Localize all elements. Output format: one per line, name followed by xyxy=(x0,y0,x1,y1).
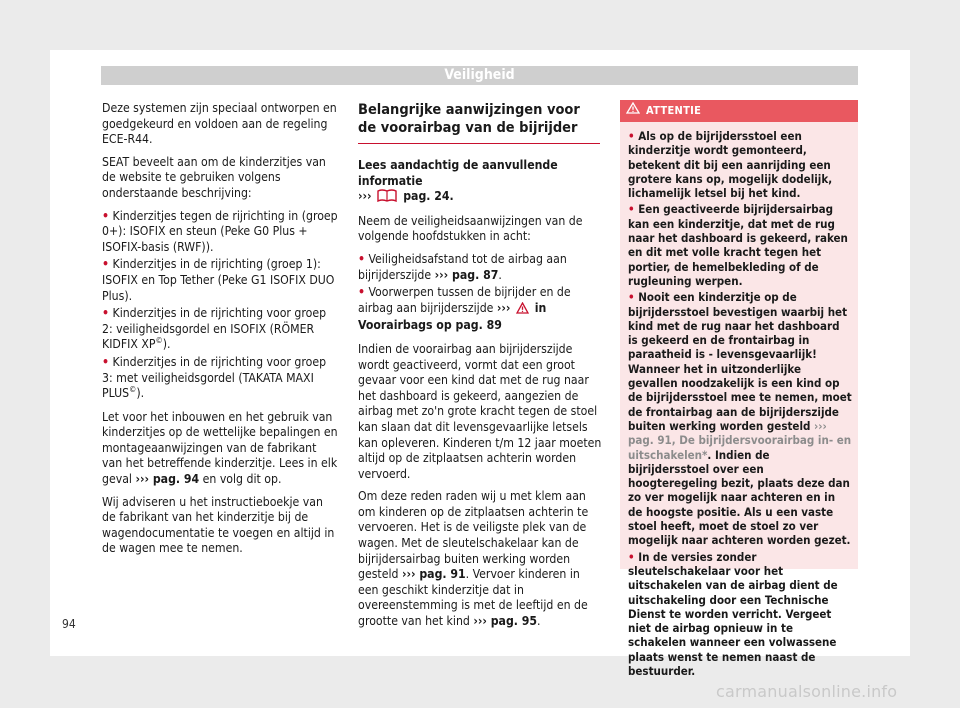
list-item: • In de versies zonder sleutelschakelaar voor het uitschakelen van de airbag dient de uitschakeling door een Technische Dienst te worden verricht. Vergeet niet de airbag opnieuw in te schakelen wanneer een volwassene plaats wenst te nemen naast de bestuurder. xyxy=(628,549,838,678)
list-item: • Kinderzitjes in de rijrichting voor groep 2: veiligheidsgordel en ISOFIX (RÖMER KIDFIX XP©). xyxy=(102,306,327,352)
list-item: • Voorwerpen tussen de bijrijder en de airbag aan bijrijderszijde ››› in Voorairbags op pag. 89 xyxy=(358,285,571,333)
warning-body xyxy=(620,122,858,678)
list-item: • Kinderzitjes in de rijrichting (groep 1): ISOFIX en Top Tether (Peke G1 ISOFIX DUO Plus). xyxy=(102,257,335,303)
list-item: • Nooit een kinderzitje op de bijrijdersstoel bevestigen waarbij het kind met de rug naar het dashboard is gekeerd en de frontairbag in paraatheid is - levensgevaarlijk! Wanneer het in uitzonderlijke gevallen noodzakelijk is een kind op de bijrijdersstoel mee te nemen, moet de frontairbag aan de bijrijderszijde buiten werking worden gesteld ››› pag. 91, De bijrijdersvoorairbag in- en uitschakelen*. Indien de bijrijdersstoel over een hoogteregeling bezit, plaats deze dan zo ver mogelijk naar achteren en in de hoogste positie. Als u een vaste stoel heeft, moet de stoel zo ver mogelijk naar achteren worden gezet. xyxy=(628,290,852,548)
bullet-icon: • xyxy=(102,257,110,272)
list-item: • Een geactiveerde bijrijdersairbag kan een kinderzitje, dat met de rug naar het dashboard is gekeerd, raken en dit met volle kracht tegen het portier, de hemelbekleding of de rugleuning werpen. xyxy=(628,202,848,288)
page-reference-link[interactable]: ››› pag. 87 xyxy=(434,267,499,282)
bullet-icon: • xyxy=(628,549,635,564)
bullet-icon: • xyxy=(102,306,110,321)
section-header: Veiligheid xyxy=(101,66,858,85)
page-reference-link[interactable]: ››› pag. 94 xyxy=(135,472,200,487)
bullet-icon: • xyxy=(358,251,366,266)
page-reference-link[interactable]: ››› pag. 95 xyxy=(473,614,538,629)
left-column xyxy=(102,101,338,564)
warning-label: ATTENTIE xyxy=(646,104,702,117)
section-title: Belangrijke aanwijzingen voor de voorairbag van de bijrijder xyxy=(358,102,580,136)
warning-header xyxy=(620,100,858,122)
bullet-icon: • xyxy=(102,208,110,223)
paragraph: Neem de veiligheidsaanwijzingen van de volgende hoofdstukken in acht: xyxy=(358,213,583,244)
warning-box xyxy=(620,100,858,678)
list-item: • Als op de bijrijdersstoel een kinderzitje wordt gemonteerd, betekent dit bij een aanrijding een grotere kans op, mogelijk dodelijk, lichamelijk letsel bij het kind. xyxy=(628,129,833,201)
paragraph: Let voor het inbouwen en het gebruik van kinderzitjes op de wettelijke bepalingen en montageaanwijzingen van de fabrikant van het betreffende kinderzitje. Lees in elk geval ››› pag. 94 en volg dit op. xyxy=(102,409,338,487)
middle-column xyxy=(358,101,602,637)
warning-triangle-icon xyxy=(626,100,640,122)
page-number: 94 xyxy=(62,617,76,631)
warning-triangle-icon xyxy=(516,302,529,319)
page-reference-link[interactable]: ››› pag. 91 xyxy=(401,567,466,582)
list-item: • Veiligheidsafstand tot de airbag aan bijrijderszijde ››› pag. 87. xyxy=(358,251,567,282)
bullet-icon: • xyxy=(358,285,366,300)
paragraph: SEAT beveelt aan om de kinderzitjes van de website te gebruiken volgens onderstaande beschrijving: xyxy=(102,154,326,200)
bullet-icon: • xyxy=(628,129,635,143)
paragraph: Deze systemen zijn speciaal ontworpen en goedgekeurd en voldoen aan de regeling ECE-R44. xyxy=(102,101,337,147)
page-reference-link[interactable]: in Voorairbags op pag. 89 xyxy=(358,300,547,333)
list-item: • Kinderzitjes tegen de rijrichting in (groep 0+): ISOFIX en steun (Peke G0 Plus + ISOFIX-basis (RWF)). xyxy=(102,208,338,254)
page-reference-link[interactable]: pag. 24 xyxy=(399,189,450,204)
lead-paragraph: Lees aandachtig de aanvullende informatie ››› pag. 24. xyxy=(358,158,602,207)
paragraph: Om deze reden raden wij u met klem aan om kinderen op de zitplaatsen achterin te vervoeren. Het is de veiligste plek van de wagen. Met de sleutelschakelaar kan de bijrijdersairbag buiten werking worden gesteld ››› pag. 91. Vervoer kinderen in een geschikt kinderzitje dat in overeenstemming is met de leeftijd en de grootte van het kind ››› pag. 95. xyxy=(358,489,589,629)
bullet-icon: • xyxy=(628,290,635,305)
bullet-icon: • xyxy=(628,202,635,217)
bullet-icon: • xyxy=(102,354,110,369)
watermark: carmanualsonline.info xyxy=(716,682,898,701)
list-item: • Kinderzitjes in de rijrichting voor groep 3: met veiligheidsgordel (TAKATA MAXI PLUS©). xyxy=(102,354,327,401)
title-divider xyxy=(358,143,600,144)
book-icon xyxy=(377,189,397,207)
paragraph: Indien de voorairbag aan bijrijderszijde wordt geactiveerd, vormt dat een groot gevaar voor een kind dat met de rug naar het dashboard is gekeerd, aangezien de airbag met zo'n grote kracht tegen de stoel kan slaan dat dit levensgevaarlijke letsels kan opleveren. Kinderen t/m 12 jaar moeten altijd op de zitplaatsen achterin worden vervoerd. xyxy=(358,341,602,481)
paragraph: Wij adviseren u het instructieboekje van de fabrikant van het kinderzitje bij de wagendocumentatie te voegen en altijd in de wagen mee te nemen. xyxy=(102,494,335,556)
page-reference-link[interactable]: ››› pag. 91, De bijrijdersvoorairbag in- en uitschakelen* xyxy=(628,418,852,462)
